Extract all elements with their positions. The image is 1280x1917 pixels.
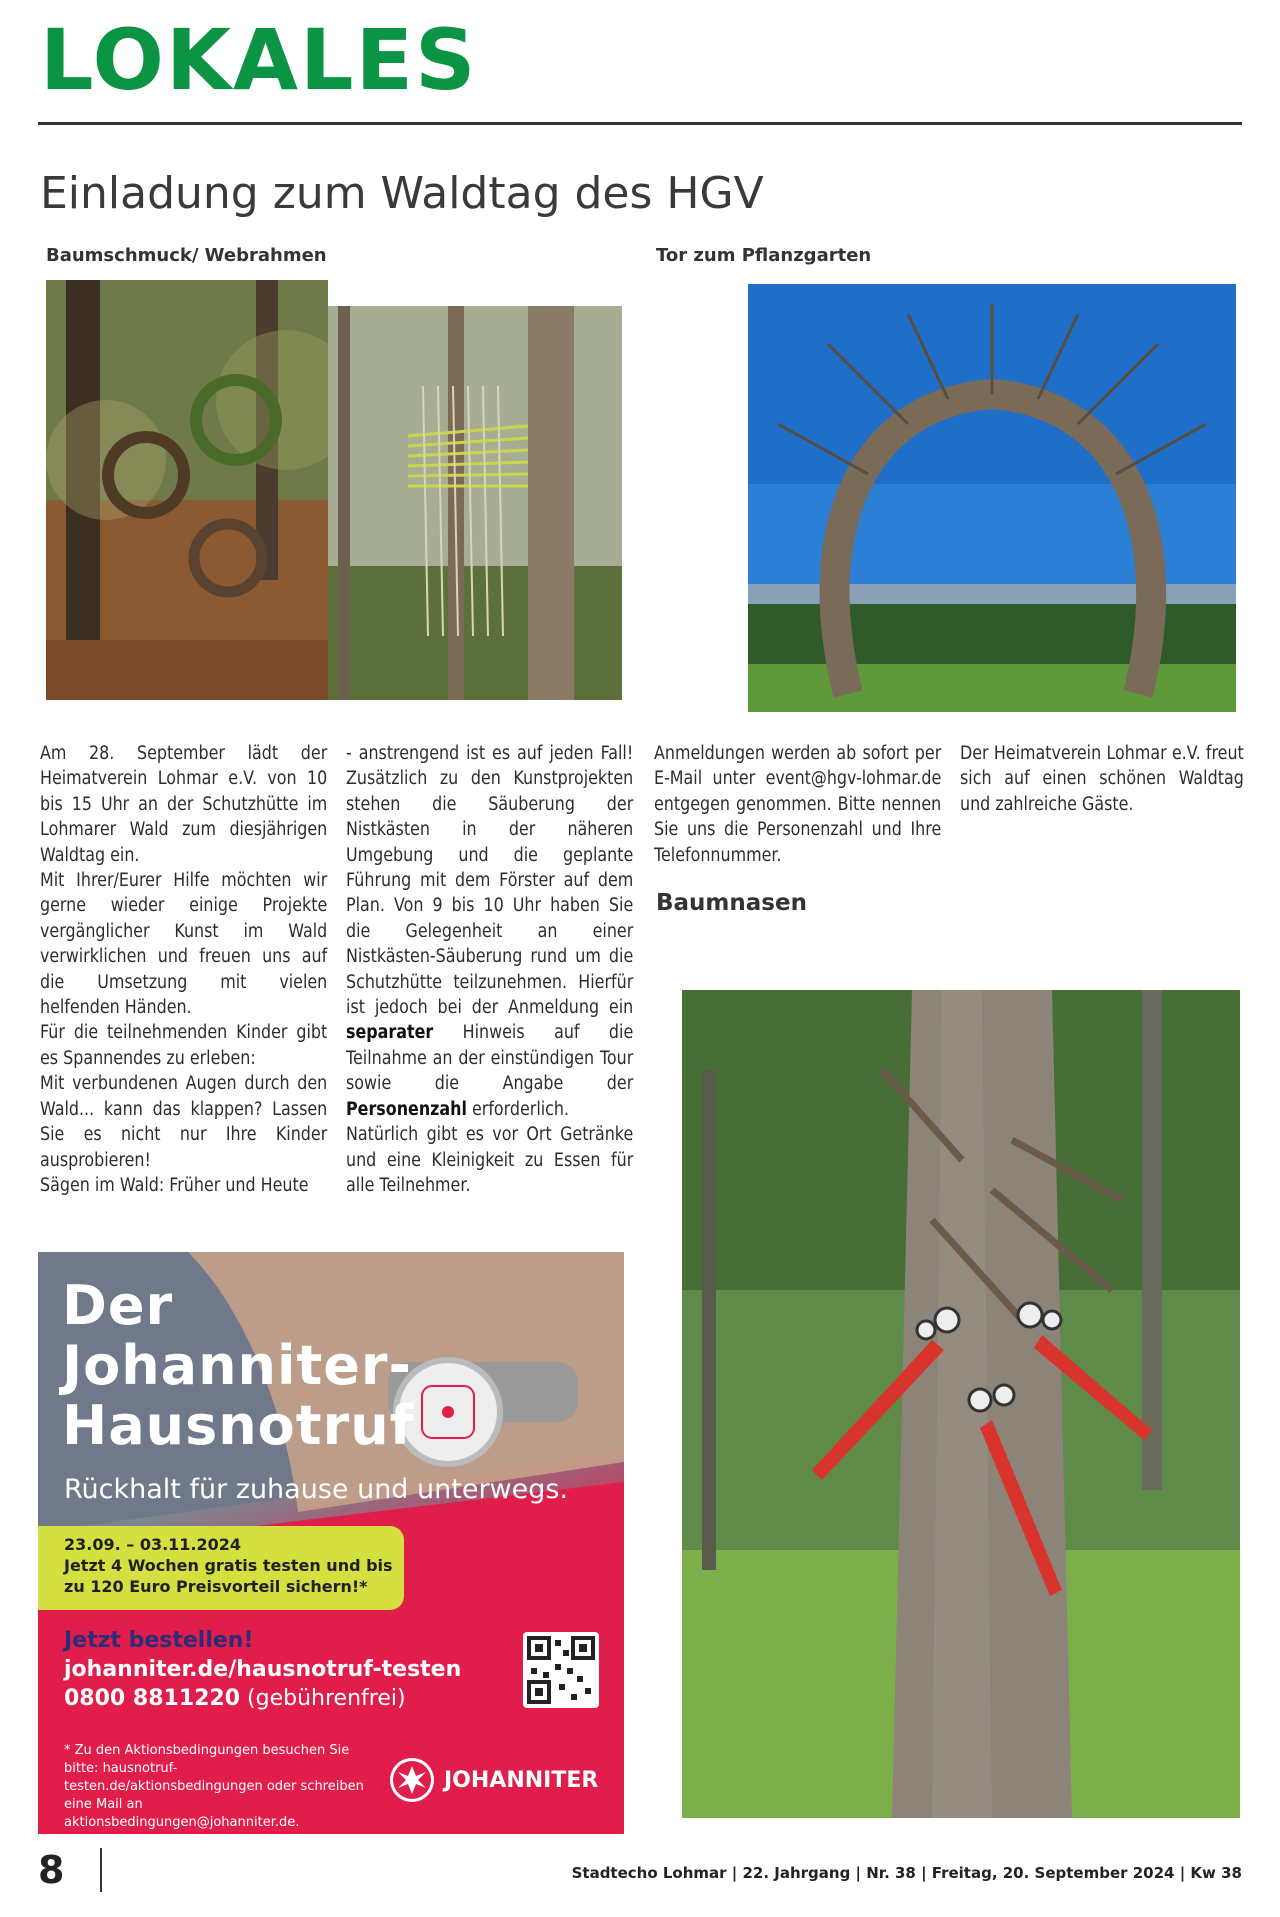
ad-promo-line: Jetzt 4 Wochen gratis testen und bis <box>64 1556 393 1575</box>
ad-headline-line: Hausnotruf <box>62 1394 415 1457</box>
photo-caption-baumnasen: Baumnasen <box>656 890 807 916</box>
photo-caption-webrahmen: Baumschmuck/ Webrahmen <box>46 245 327 266</box>
ad-headline-line: Der <box>62 1274 174 1337</box>
johanniter-cross-icon <box>390 1758 434 1802</box>
qr-code-icon[interactable] <box>523 1632 599 1708</box>
article-column-4 <box>960 741 1244 817</box>
text-run: - anstrengend ist es auf jeden Fall! Zusätzlich zu den Kunstprojekten stehen die Säuberung der Nistkästen in der näheren Umgebung und die geplante Führung mit dem Förster auf dem Plan. Von 9 bis 10 Uhr haben Sie die Gelegenheit an einer Nistkästen-Säuberung rund um die Schutzhütte teilzunehmen. Hierfür ist jedoch bei der Anmeldung ein <box>346 743 634 1019</box>
paragraph: Mit Ihrer/Eurer Hilfe möchten wir gerne wieder einige Projekte vergänglicher Kunst im Wald verwirklichen und freuen uns auf die Umsetzung mit vielen helfenden Händen. <box>40 870 328 1019</box>
ad-headline-line: Johanniter- <box>62 1334 412 1397</box>
ad-promo-box <box>38 1526 404 1610</box>
ad-fine-print: * Zu den Aktionsbedingungen besuchen Sie bitte: hausnotruf-testen.de/aktionsbedingungen oder schreiben eine Mail an aktionsbedingungen@johanniter.de. <box>64 1743 364 1830</box>
photo-wreaths <box>46 280 328 700</box>
article-column-3 <box>654 741 941 868</box>
ad-promo-dates: 23.09. – 03.11.2024 <box>64 1535 242 1554</box>
ad-url-link[interactable]: johanniter.de/hausnotruf-testen <box>64 1657 462 1682</box>
paragraph: Natürlich gibt es vor Ort Getränke und eine Kleinigkeit zu Essen für alle Teilnehmer. <box>346 1124 634 1196</box>
photo-weaving-frame <box>328 306 622 700</box>
ad-phone-note: (gebührenfrei) <box>247 1686 406 1711</box>
text-run: erforderlich. <box>471 1098 570 1120</box>
ad-order-block <box>64 1628 461 1711</box>
photo-caption-pflanzgarten: Tor zum Pflanzgarten <box>656 245 872 266</box>
ad-headline <box>62 1276 414 1456</box>
photo-twig-arch <box>748 284 1236 712</box>
paragraph: Mit verbundenen Augen durch den Wald... kann das klappen? Lassen Sie es nicht nur Ihre Kinder ausprobieren! <box>40 1073 328 1171</box>
section-divider <box>38 122 1242 125</box>
ad-promo-line: zu 120 Euro Preisvorteil sichern!* <box>64 1577 368 1596</box>
bold-term-personenzahl: Personenzahl <box>346 1098 467 1120</box>
ad-order-cta: Jetzt bestellen! <box>64 1628 254 1653</box>
bold-term-separater: separater <box>346 1022 434 1044</box>
paragraph: Der Heimatverein Lohmar e.V. freut sich auf einen schönen Waldtag und zahlreiche Gäste. <box>960 743 1244 815</box>
page-number: 8 <box>38 1848 65 1892</box>
ad-phone[interactable] <box>64 1686 461 1711</box>
article-column-2 <box>346 741 633 1198</box>
photo-tree-face <box>682 990 1240 1818</box>
paragraph: Anmeldungen werden ab sofort per E-Mail unter event@hgv-lohmar.de entgegen genommen. Bitte nennen Sie uns die Personenzahl und Ihre Telefonnummer. <box>654 743 942 866</box>
article-headline: Einladung zum Waldtag des HGV <box>40 168 764 219</box>
footer-divider <box>100 1848 102 1892</box>
publication-info: Stadtecho Lohmar | 22. Jahrgang | Nr. 38 | Freitag, 20. September 2024 | Kw 38 <box>571 1864 1242 1882</box>
text-run: Hinweis auf die Teilnahme an der einstündigen Tour sowie die Angabe der <box>346 1022 634 1095</box>
ad-subline: Rückhalt für zuhause und unterwegs. <box>64 1474 569 1505</box>
johanniter-ad[interactable] <box>38 1252 624 1834</box>
section-title: LOKALES <box>40 11 478 109</box>
ad-brand-name: JOHANNITER <box>444 1768 599 1793</box>
ad-phone-number[interactable]: 0800 8811220 <box>64 1686 241 1711</box>
paragraph: Für die teilnehmenden Kinder gibt es Spannendes zu erleben: <box>40 1022 328 1069</box>
article-column-1 <box>40 741 327 1198</box>
paragraph: Sägen im Wald: Früher und Heute <box>40 1174 309 1196</box>
paragraph: Am 28. September lädt der Heimatverein Lohmar e.V. von 10 bis 15 Uhr an der Schutzhütte im Lohmarer Wald zum diesjährigen Waldtag ein. <box>40 743 328 866</box>
paragraph <box>346 741 633 1122</box>
